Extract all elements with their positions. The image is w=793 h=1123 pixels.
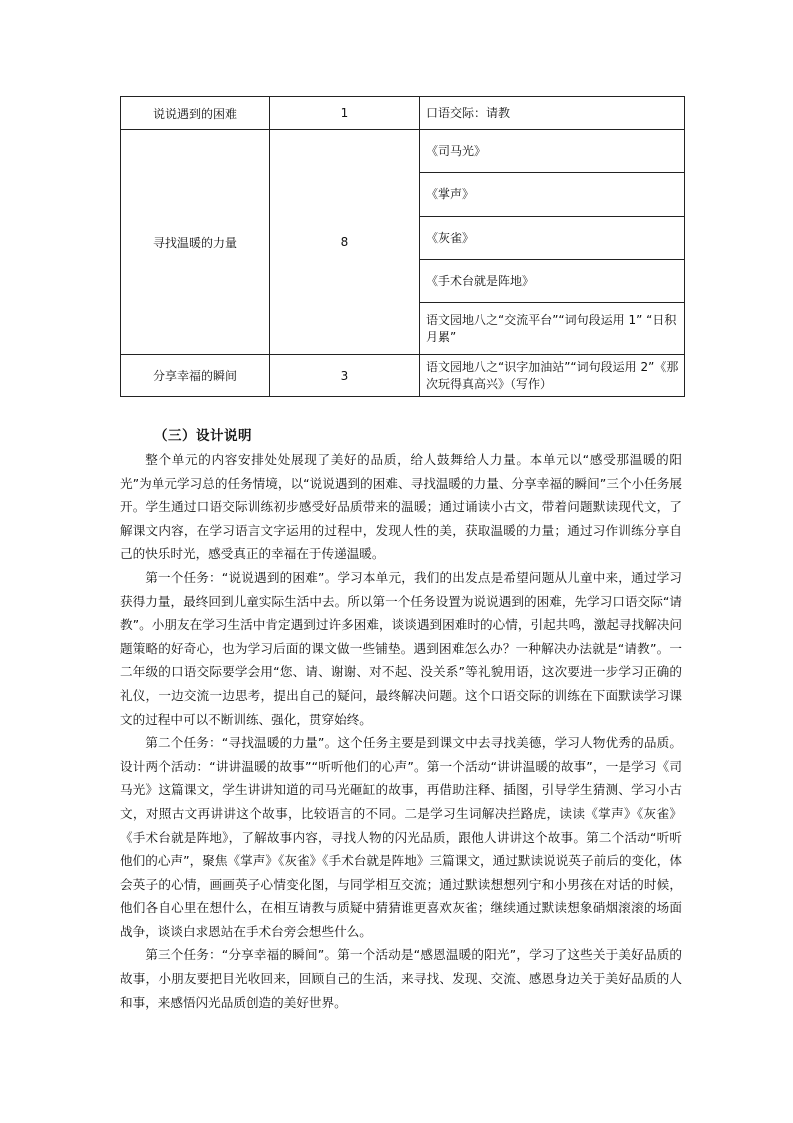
task-name-cell: 分享幸福的瞬间 bbox=[121, 355, 270, 397]
table-row bbox=[121, 97, 685, 130]
content-cell: 口语交际：请教 bbox=[420, 97, 685, 130]
content-cell: 语文园地八之“识字加油站”“词句段运用 2”《那次玩得真高兴》（写作） bbox=[420, 355, 685, 397]
content-cell: 《灰雀》 bbox=[420, 217, 685, 260]
paragraph: 第一个任务：“说说遇到的困难”。学习本单元，我们的出发点是希望问题从儿童中来，通过学习获得力量，最终回到儿童实际生活中去。所以第一个任务设置为说说遇到的困难，先学习口语交际“请教”。小朋友在学习生活中肯定遇到过许多困难，谈谈遇到困难时的心情，引起共鸣，激起寻找解决问题策略的好奇心，也为学习后面的课文做一些铺垫。遇到困难怎么办？一种解决办法就是“请教”。一二年级的口语交际要学会用“您、请、谢谢、对不起、没关系”等礼貌用语，这次要进一步学习正确的礼仪，一边交流一边思考，提出自己的疑问，最终解决问题。这个口语交际的训练在下面默读学习课文的过程中可以不断训练、强化，贯穿始终。 bbox=[120, 569, 682, 727]
content-cell: 《司马光》 bbox=[420, 130, 685, 173]
paragraph: 整个单元的内容安排处处展现了美好的品质，给人鼓舞给人力量。本单元以“感受那温暖的阳光”为单元学习总的任务情境，以“说说遇到的困难、寻找温暖的力量、分享幸福的瞬间”三个小任务展开。学生通过口语交际训练初步感受好品质带来的温暖；通过诵读小古文，带着问题默读现代文，了解课文内容，在学习语言文字运用的过程中，发现人性的美，获取温暖的力量；通过习作训练分享自己的快乐时光，感受真正的幸福在于传递温暖。 bbox=[120, 452, 682, 562]
paragraph: 第二个任务：“寻找温暖的力量”。这个任务主要是到课文中去寻找美德，学习人物优秀的品质。设计两个活动：“讲讲温暖的故事”“听听他们的心声”。第一个活动“讲讲温暖的故事”，一是学习《司马光》这篇课文，学生讲讲知道的司马光砸缸的故事，再借助注释、插图，引导学生猜测、学习小古文，对照古文再讲讲这个故事，比较语言的不同。二是学习生词解决拦路虎，读读《掌声》《灰雀》《手术台就是阵地》，了解故事内容，寻找人物的闪光品质，跟他人讲讲这个故事。第二个活动“听听他们的心声”，聚焦《掌声》《灰雀》《手术台就是阵地》三篇课文，通过默读说说英子前后的变化，体会英子的心情，画画英子心情变化图，与同学相互交流；通过默读想想列宁和小男孩在对话的时候，他们各自心里在想什么，在相互请教与质疑中猜猜谁更喜欢灰雀；继续通过默读想象硝烟滚滚的场面战争，谈谈白求恩站在手术台旁会想些什么。 bbox=[120, 735, 682, 939]
lesson-count-cell: 3 bbox=[270, 355, 420, 397]
paragraph: 第三个任务：“分享幸福的瞬间”。第一个活动是“感恩温暖的阳光”，学习了这些关于美好品质的故事，小朋友要把目光收回来，回顾自己的生活，来寻找、发现、交流、感恩身边关于美好品质的人和事，来感悟闪光品质创造的美好世界。 bbox=[120, 947, 682, 1010]
table-row bbox=[121, 130, 685, 173]
unit-task-table bbox=[120, 96, 685, 397]
task-name-cell: 说说遇到的困难 bbox=[121, 97, 270, 130]
table-row bbox=[121, 355, 685, 397]
design-description bbox=[120, 448, 682, 1014]
lesson-count-cell: 8 bbox=[270, 130, 420, 355]
content-cell: 《掌声》 bbox=[420, 173, 685, 217]
lesson-count-cell: 1 bbox=[270, 97, 420, 130]
content-cell: 语文园地八之“交流平台”“词句段运用 1” “日积月累” bbox=[420, 303, 685, 355]
task-name-cell: 寻找温暖的力量 bbox=[121, 130, 270, 355]
content-cell: 《手术台就是阵地》 bbox=[420, 260, 685, 303]
section-heading: （三）设计说明 bbox=[154, 428, 252, 444]
